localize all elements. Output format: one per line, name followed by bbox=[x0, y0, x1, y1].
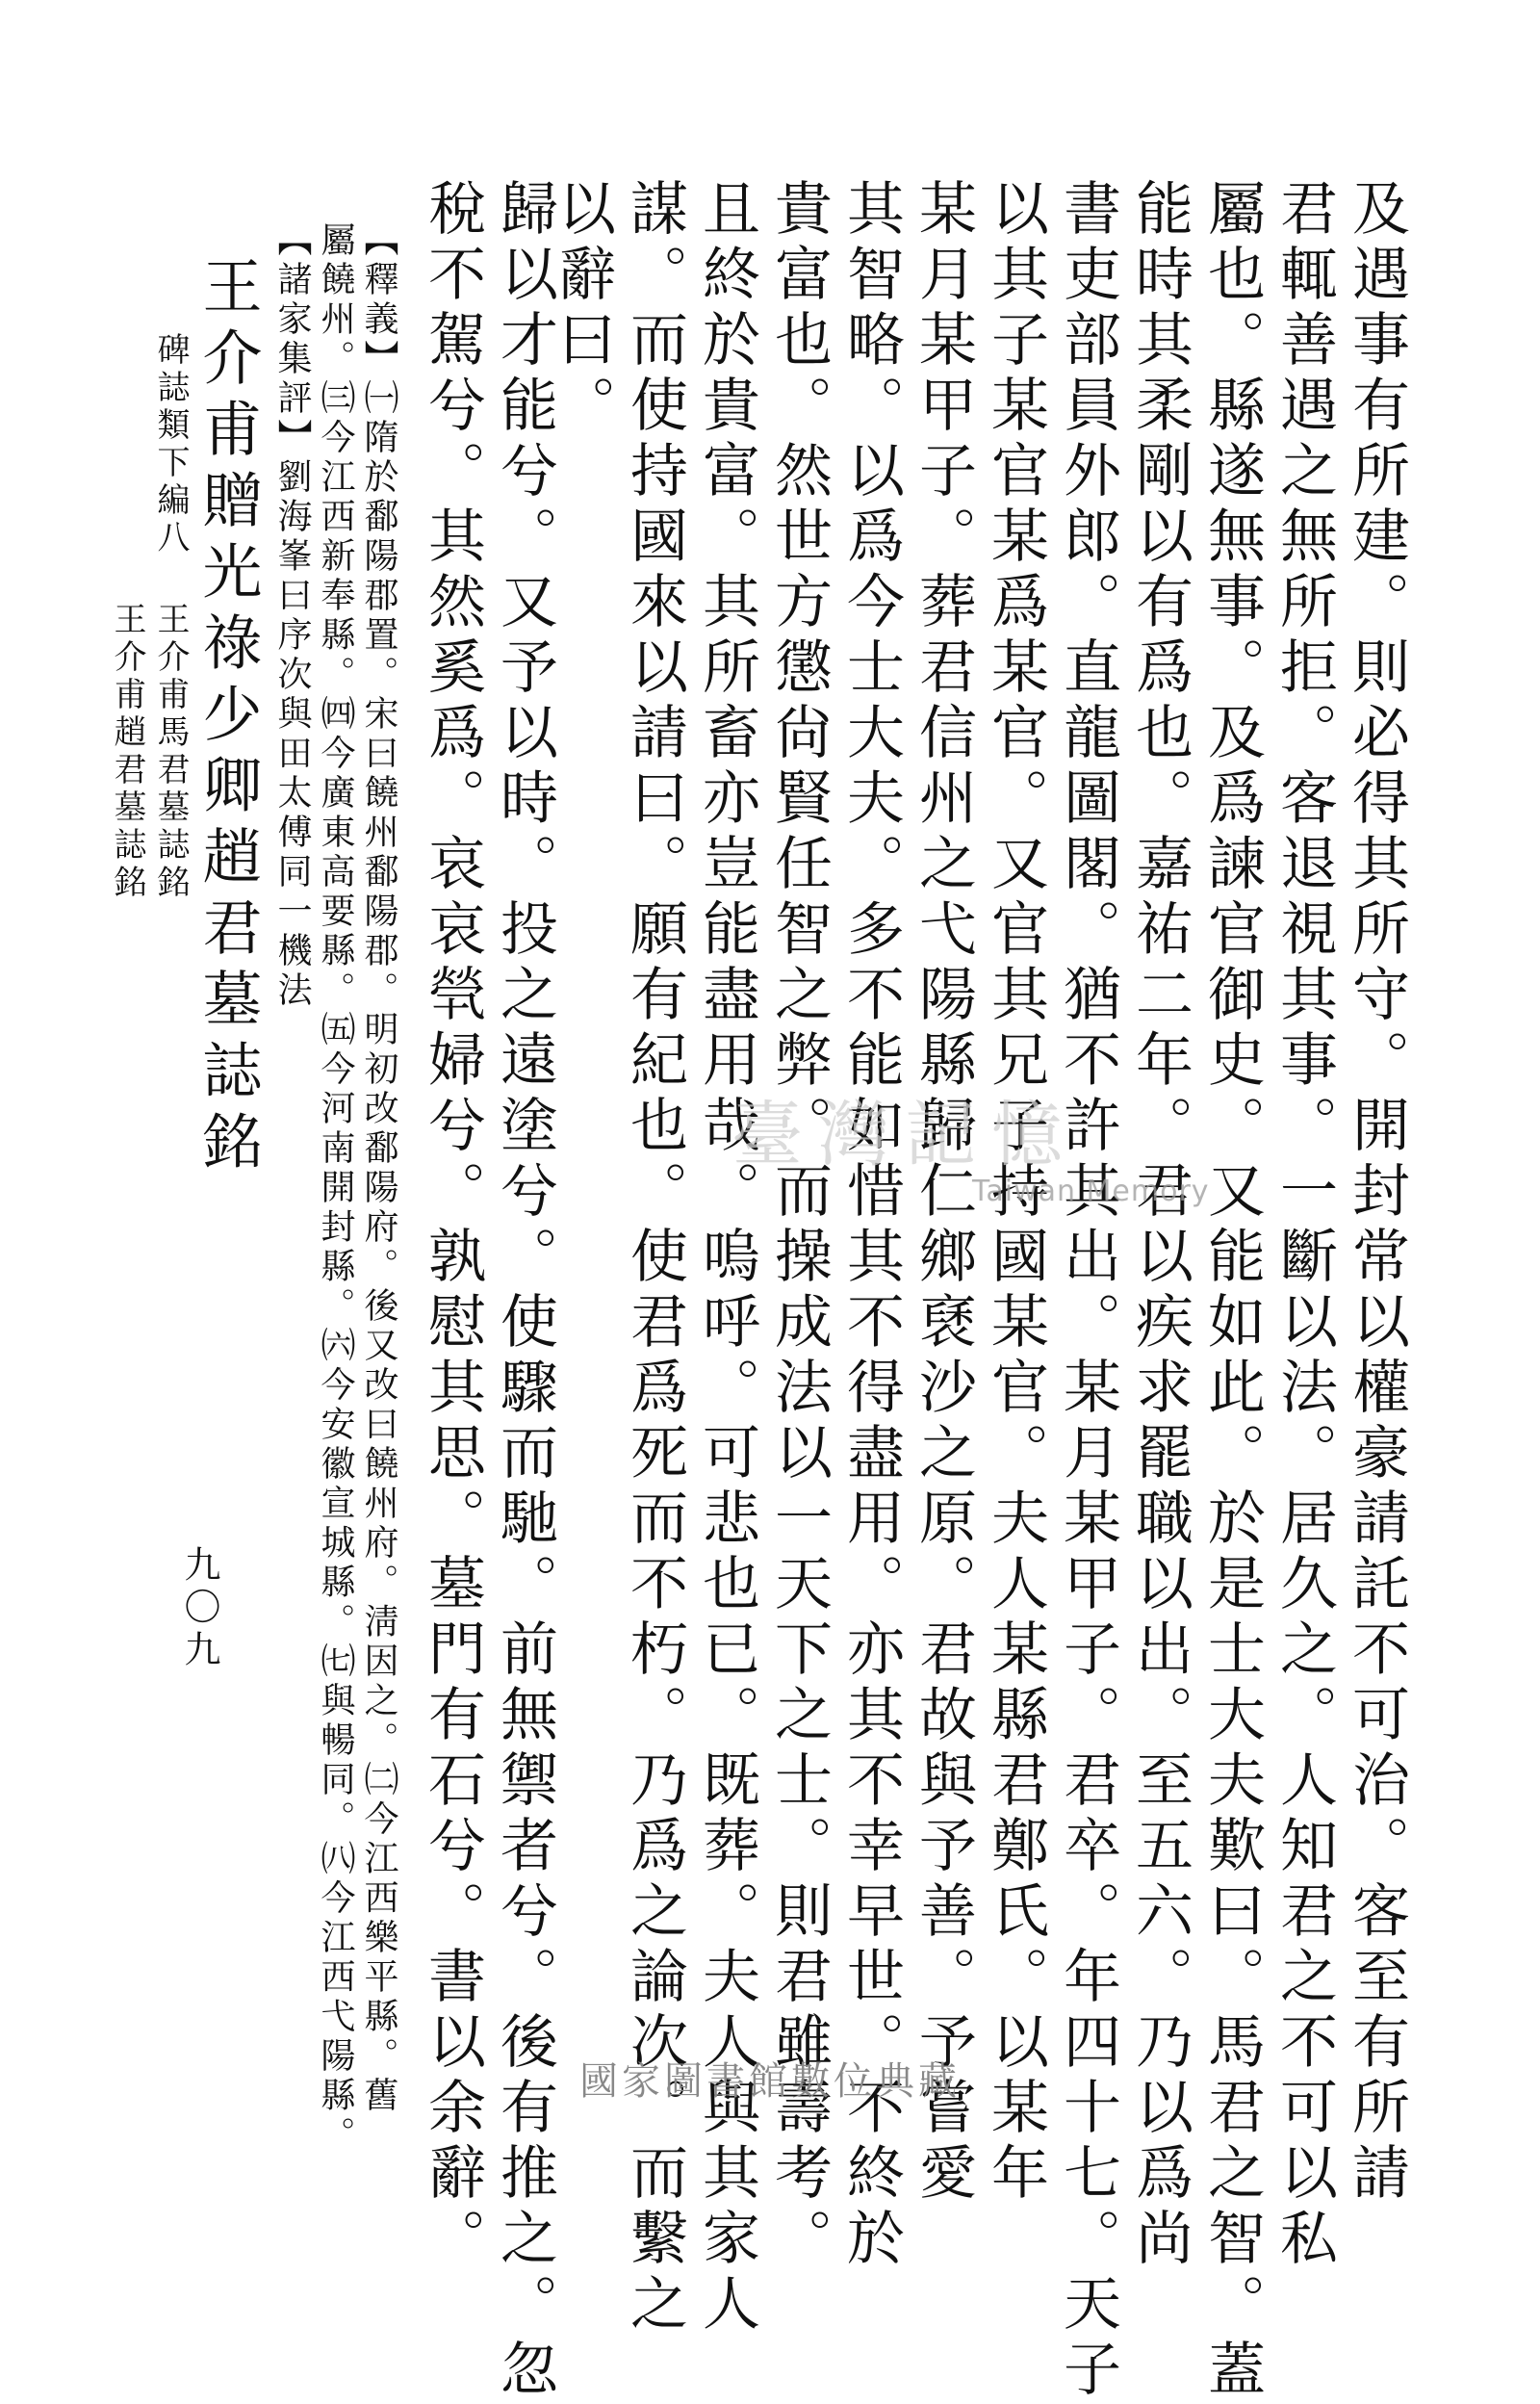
body-column-4: 能時其柔剛以有爲也。嘉祐二年。君以疾求罷職以出。至五六。乃以爲尚 bbox=[1126, 178, 1194, 2273]
header-book: 碑誌類下編八 bbox=[151, 332, 190, 557]
body-column-7: 某月某甲子。葬君信州之弋陽縣歸仁鄉褎沙之原。君故與予善。予嘗愛 bbox=[910, 178, 977, 2208]
header-right-title: 王介甫趙君墓誌銘 bbox=[108, 602, 146, 902]
essay-title: 王介甫贈光祿少卿趙君墓誌銘 bbox=[192, 255, 263, 1181]
body-column-3: 屬也。縣遂無事。及爲諫官御史。又能如此。於是士大夫歎曰。馬君之智。蓋 bbox=[1198, 178, 1266, 2404]
note-column-3: 【諸家集評】劉海峯曰序次與田太傅同一機法 bbox=[272, 221, 312, 1011]
body-column-12: 以辭曰。 bbox=[549, 178, 616, 440]
body-column-8: 其智略。以爲今士大夫。多不能如惜其不得盡用。亦其不幸早世。不終於 bbox=[837, 178, 905, 2273]
header-left-title: 王介甫馬君墓誌銘 bbox=[151, 602, 190, 902]
body-column-5: 書吏部員外郎。直龍圖閣。猶不許其出。某月某甲子。君卒。年四十七。天子 bbox=[1054, 178, 1121, 2404]
watermark-text: 臺灣記憶 bbox=[732, 1094, 1078, 1176]
body-column-10: 且終於貴富。其所畜亦豈能盡用哉。嗚呼。可悲也已。既葬。夫人與其家人 bbox=[693, 178, 760, 2339]
footer-credit: 國家圖書館數位典藏 bbox=[579, 2059, 961, 2104]
body-column-1: 及遇事有所建。則必得其所守。開封常以權豪請託不可治。客至有所請 bbox=[1343, 178, 1410, 2208]
body-column-11: 謀。而使持國來以請曰。願有紀也。使君爲死而不朽。乃爲之論次。而繫之 bbox=[621, 178, 688, 2339]
body-column-6: 以其子某官某爲某官。又官其兄子持國某官。夫人某縣君鄭氏。以某年 bbox=[982, 178, 1049, 2208]
note-column-2: 屬饒州。㈢今江西新奉縣。㈣今廣東高要縣。㈤今河南開封縣。㈥今安徽宣城縣。㈦與暢同。㈧今江西弋陽縣。 bbox=[316, 221, 355, 2156]
body-column-14: 稅不駕兮。其然奚爲。哀哀煢婦兮。孰慰其思。墓門有石兮。書以余辭。 bbox=[419, 178, 486, 2273]
body-column-2: 君輒善遇之無所拒。客退視其事。一斷以法。居久之。人知君之不可以私 bbox=[1270, 178, 1338, 2273]
body-column-9: 貴富也。然世方懲尙賢任智之弊。而操成法以一天下之士。則君雖壽考。 bbox=[765, 178, 833, 2273]
watermark-english: Taiwan Memory bbox=[972, 1175, 1210, 1208]
note-column-1: 【釋義】㈠隋於鄱陽郡置。宋曰饒州鄱陽郡。明初改鄱陽府。後又改曰饒州府。淸因之。㈡今江西樂平縣。舊 bbox=[359, 221, 398, 2116]
page-number: 九〇九 bbox=[178, 1545, 220, 1672]
body-column-13: 歸以才能兮。又予以時。投之遠塗兮。使驟而馳。前無禦者兮。後有推之。忽 bbox=[491, 178, 558, 2404]
